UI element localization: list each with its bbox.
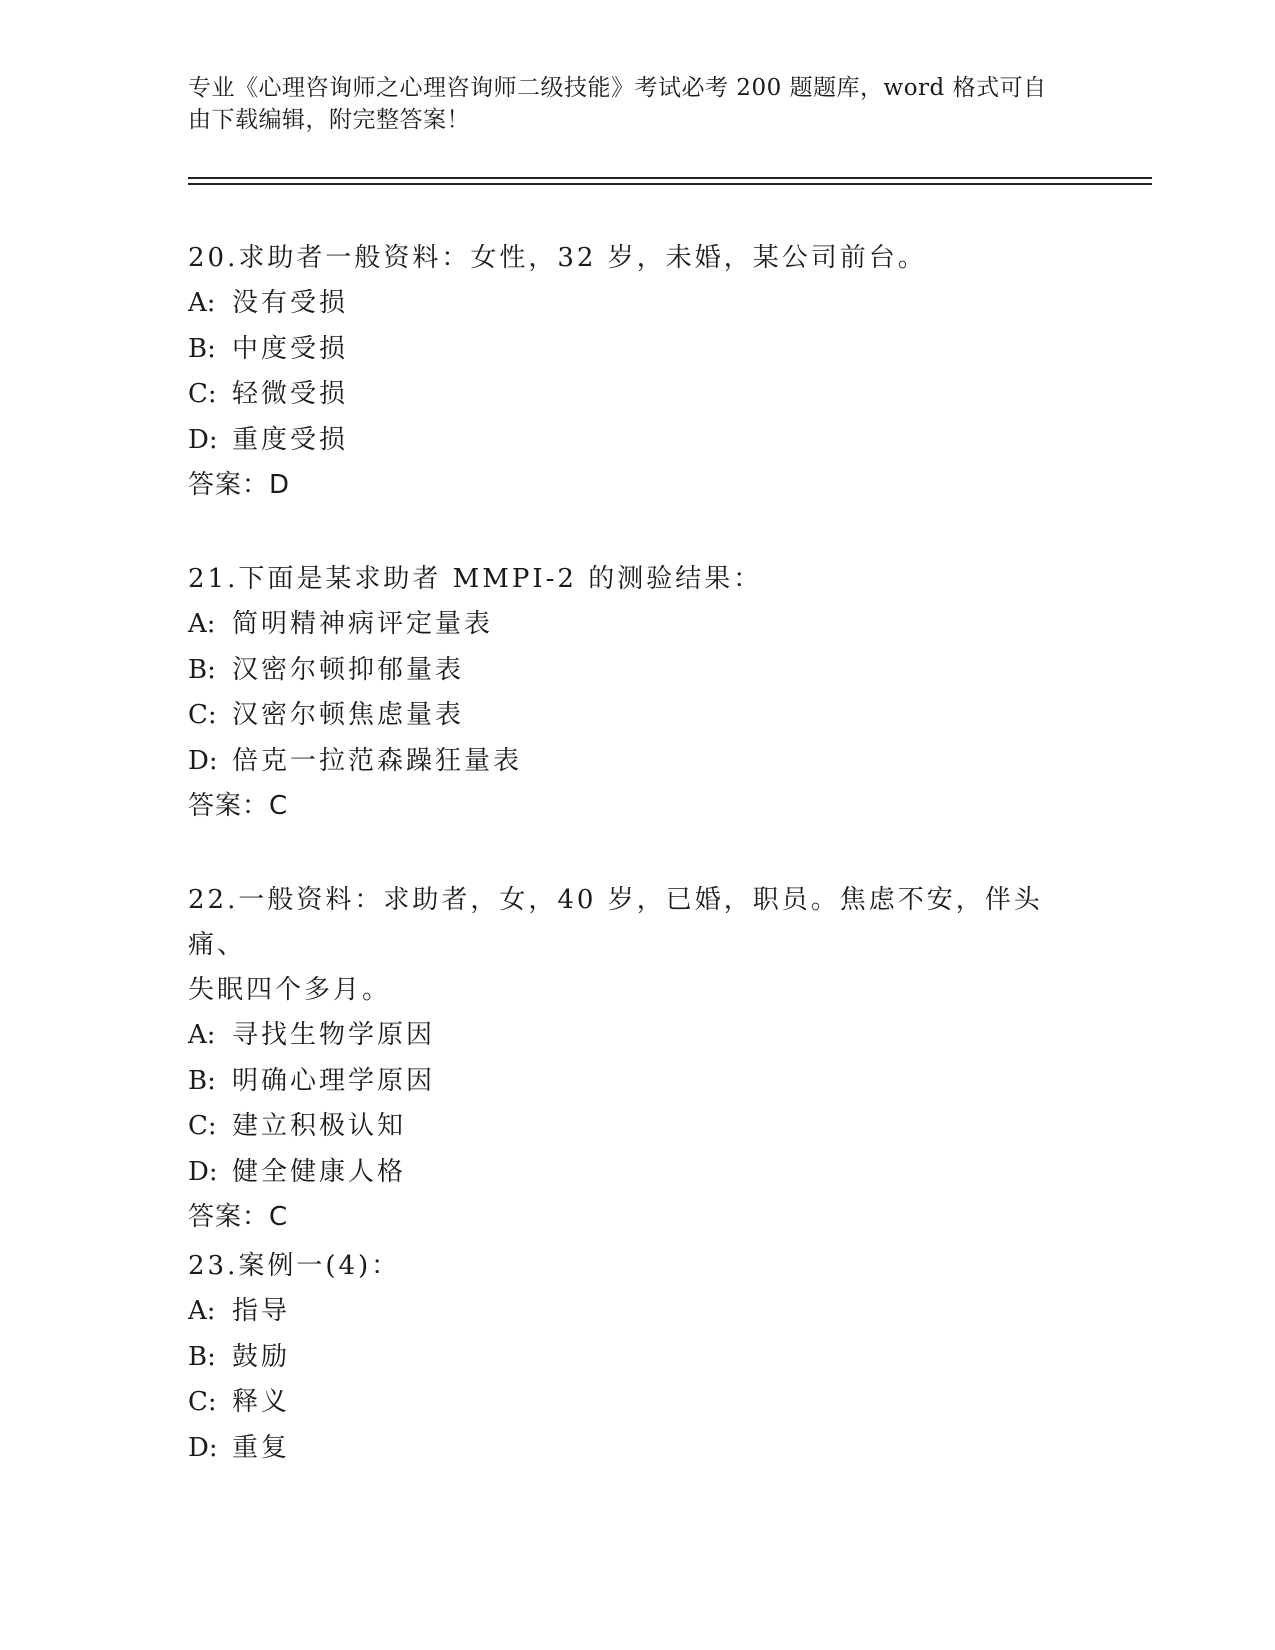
option-key: C:	[188, 1387, 217, 1417]
option-key: A:	[188, 1020, 216, 1050]
option-text: 释义	[232, 1387, 291, 1417]
option-a	[188, 281, 1088, 327]
option-key: C:	[188, 379, 217, 409]
option-key: D:	[188, 424, 218, 455]
option-key: C:	[188, 700, 217, 730]
answer-line: 答案：C	[188, 791, 289, 821]
option-b	[188, 648, 1088, 694]
option-text: 健全健康人格	[232, 1156, 407, 1187]
option-key: B:	[188, 333, 216, 364]
option-key: B:	[188, 1341, 216, 1372]
option-b	[188, 1335, 1088, 1381]
option-a	[188, 602, 1088, 648]
header-divider-top	[188, 177, 1152, 179]
option-text: 汉密尔顿抑郁量表	[232, 654, 465, 685]
question-23	[188, 1244, 1088, 1471]
question-stem: 22.一般资料：求助者，女，40 岁，已婚，职员。焦虑不安，伴头痛、	[188, 885, 1043, 960]
option-text: 建立积极认知	[232, 1111, 407, 1141]
question-22	[188, 878, 1088, 1240]
option-b	[188, 327, 1088, 373]
option-key: B:	[188, 1065, 216, 1096]
option-key: A:	[188, 1296, 216, 1326]
header-divider-bottom	[188, 183, 1152, 185]
header-line-2: 由下载编辑，附完整答案！	[188, 107, 470, 133]
header-line-1: 专业《心理咨询师之心理咨询师二级技能》考试必考 200 题题库，word 格式可自	[188, 75, 1047, 101]
option-key: D:	[188, 1432, 218, 1463]
option-d	[188, 1150, 1088, 1196]
question-21	[188, 557, 1088, 829]
option-text: 中度受损	[232, 333, 349, 364]
option-c	[188, 693, 1088, 739]
answer-line: 答案：D	[188, 470, 291, 500]
option-text: 汉密尔顿焦虑量表	[232, 700, 465, 730]
option-text: 重复	[232, 1432, 291, 1463]
option-key: D:	[188, 1156, 218, 1187]
option-text: 鼓励	[232, 1341, 291, 1372]
option-d	[188, 739, 1088, 785]
option-key: A:	[188, 288, 216, 318]
option-text: 重度受损	[232, 424, 349, 455]
option-key: C:	[188, 1111, 217, 1141]
option-text: 没有受损	[232, 288, 349, 318]
option-c	[188, 372, 1088, 418]
question-stem: 23.案例一(4)：	[188, 1251, 401, 1281]
option-key: D:	[188, 745, 218, 776]
option-key: A:	[188, 609, 216, 639]
option-text: 寻找生物学原因	[232, 1020, 436, 1050]
question-20	[188, 236, 1088, 508]
option-text: 指导	[232, 1296, 291, 1326]
option-key: B:	[188, 654, 216, 685]
option-text: 轻微受损	[232, 379, 349, 409]
option-text: 明确心理学原因	[232, 1065, 436, 1096]
option-d	[188, 418, 1088, 464]
document-header	[188, 72, 1068, 136]
answer-line: 答案：C	[188, 1202, 289, 1232]
option-d	[188, 1426, 1088, 1472]
option-text: 倍克一拉范森躁狂量表	[232, 745, 523, 776]
option-text: 简明精神病评定量表	[232, 609, 494, 639]
question-stem: 20.求助者一般资料：女性，32 岁，未婚，某公司前台。	[188, 243, 927, 273]
option-a	[188, 1289, 1088, 1335]
option-c	[188, 1380, 1088, 1426]
option-b	[188, 1059, 1088, 1105]
option-c	[188, 1104, 1088, 1150]
question-stem-continued: 失眠四个多月。	[188, 975, 392, 1005]
question-stem: 21.下面是某求助者 MMPI-2 的测验结果：	[188, 564, 763, 594]
option-a	[188, 1013, 1088, 1059]
